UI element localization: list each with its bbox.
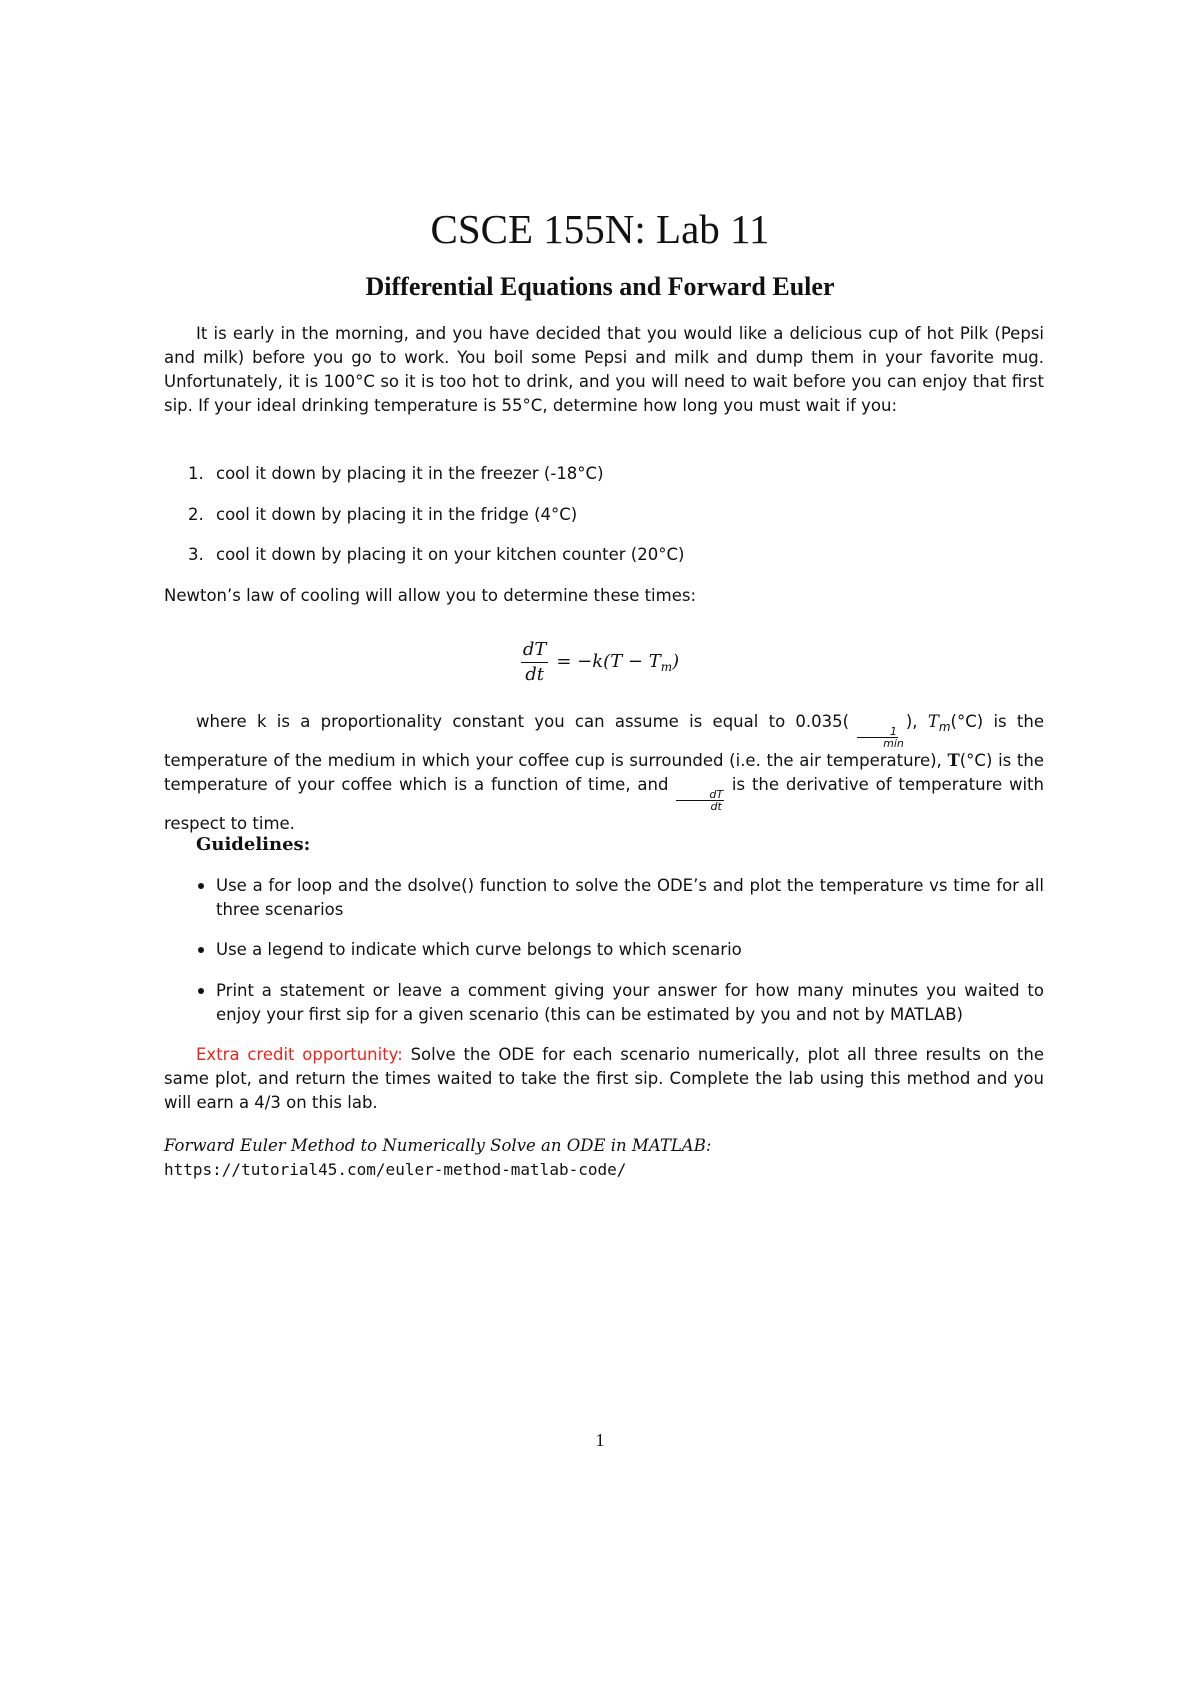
where-paragraph: where k is a proportionality constant you can assume is equal to 0.035( $\frac{1}{\min}$ ), $T_m(^\circ C)$ is the temperature of the medium in which your coffee cup is surrounded (i.e. the air temperature), T(°C) is the temperature of your coffee which is a function of time, and $\frac{dT}{dt}$ is the derivative of temperature with respect to time. [164,712,1044,833]
extra-credit-paragraph [164,1043,1044,1115]
page-number: 1 [595,1430,605,1450]
newton-intro: Newton’s law of cooling will allow you to determine these times: [164,586,697,605]
fraction-numerator: dT [521,640,549,663]
fraction-denominator: dt [525,664,544,685]
document-subtitle: Differential Equations and Forward Euler [365,272,835,301]
scenario-number: 2. [188,505,204,524]
scenario-list-item [164,462,1044,486]
reference-url: https://tutorial45.com/euler-method-matlab-code/ [164,1160,627,1179]
scenario-number: 1. [188,464,204,483]
scenario-list-item [164,503,1044,527]
cooling-equation [0,640,1200,685]
guideline-list-item [164,874,1044,922]
bullet-icon [198,988,204,994]
extra-credit-text: Solve the ODE for each scenario numerically, plot all three results on the same plot, and return the times waited to take the first sip. Complete the lab using this method and you will earn a 4/3 on this lab. [164,1045,1044,1112]
intro-paragraph: It is early in the morning, and you have decided that you would like a delicious cup of hot Pilk (Pepsi and milk) before you go to work. You boil some Pepsi and milk and dump them in your favorite mug. Unfortunately, it is 100°C so it is too hot to drink, and you will need to wait before you can enjoy that first sip. If your ideal drinking temperature is 55°C, determine how long you must wait if you: [164,324,1044,415]
equation-rhs: = $-k(T - T_m)$ [556,651,680,674]
guideline-list-item [164,979,1044,1027]
guideline-text: Print a statement or leave a comment giving your answer for how many minutes you waited to enjoy your first sip for a given scenario (this can be estimated by you and not by MATLAB) [216,981,1044,1024]
guideline-text: Use a legend to indicate which curve belongs to which scenario [216,940,742,959]
unit-fraction: $\frac{1}{\min}$ [850,726,905,749]
document-title: CSCE 155N: Lab 11 [430,206,770,252]
scenario-number: 3. [188,545,204,564]
scenario-text: cool it down by placing it in the freezer (-18°C) [216,464,604,483]
guidelines-heading: Guidelines: [196,834,311,855]
scenario-text: cool it down by placing it on your kitchen counter (20°C) [216,545,685,564]
scenario-text: cool it down by placing it in the fridge (4°C) [216,505,578,524]
bullet-icon [198,947,204,953]
derivative-fraction [521,640,549,685]
scenario-list-item [164,543,1044,567]
guideline-text: Use a for loop and the dsolve() function to solve the ODE’s and plot the temperature vs time for all three scenarios [216,876,1044,919]
extra-credit-label: Extra credit opportunity: [196,1045,403,1064]
bullet-icon [198,883,204,889]
derivative-inline-fraction: $\frac{dT}{dt}$ [676,789,724,812]
reference-title: Forward Euler Method to Numerically Solve an ODE in MATLAB: [164,1136,712,1155]
guideline-list-item [164,938,1044,962]
